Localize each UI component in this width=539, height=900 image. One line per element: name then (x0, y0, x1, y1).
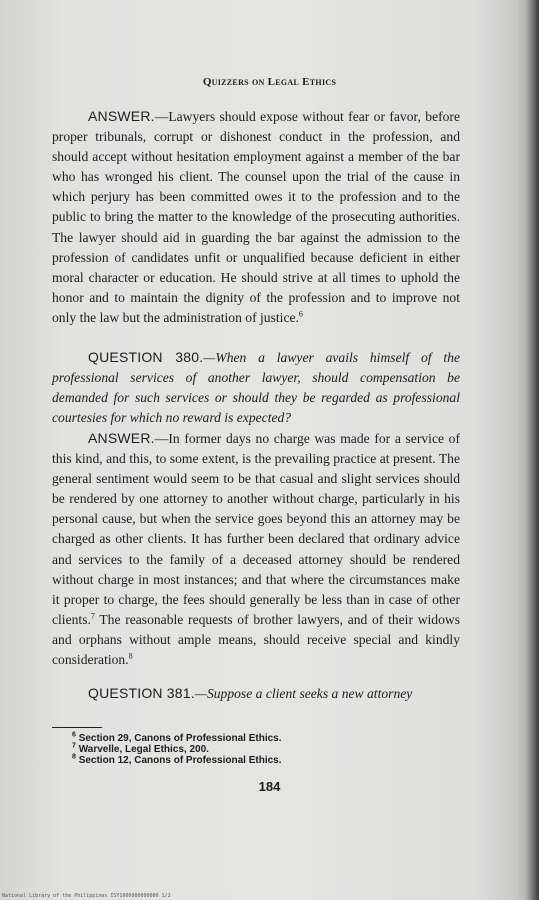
footnote-7: $^7$ Warvelle, Legal Ethics, 200. (72, 742, 209, 755)
footnote-8: $^8$ Section 12, Canons of Professional Ethics. (72, 753, 282, 766)
answer-text-a: —In former days no charge was made for a service of this kind, and this, to some extent, is the prevailing practice at present. The general sentiment would seem to be that casual and slight services should be rendered by one attorney to another without charge, particularly in his personal cause, but when the service goes beyond this an attorney may be charged as other clients. It has further been declared that ordinary advice and services to the family of a deceased attorney should be rendered without charge in most instances; and that where the circumstances make it proper to charge, the fees should generally be less than in case of other clients. (52, 431, 460, 627)
question-380-paragraph (52, 347, 460, 428)
answer-lead: ANSWER. (88, 430, 155, 446)
footnote-divider (52, 727, 102, 728)
question-text: —Suppose a client seeks a new attorney (194, 686, 413, 701)
answer-paragraph-1 (52, 106, 460, 328)
book-binding-edge (525, 0, 539, 900)
page-number: 184 (258, 779, 281, 794)
running-header: Quizzers on Legal Ethics (202, 76, 337, 88)
scan-stamp: National Library of the Philippines ISY1000000000000 1/2 (2, 893, 171, 899)
answer-text: —Lawyers should expose without fear or favor, before proper tribunals, corrupt or dishonest conduct in the profession, and should accept without hesitation employment against a member of the bar who has wronged his client. The counsel upon the trial of the cause in which perjury has been committed owes it to the profession and to the public to bring the matter to the knowledge of the prosecuting authorities. The lawyer should aid in guarding the bar against the admission to the profession of candidates unfit or unqualified because deficient in either moral character or education. He should strive at all times to uphold the honor and to maintain the dignity of the profession and to improve not only the law but the administration of justice. (52, 109, 460, 325)
question-lead: QUESTION 380. (88, 349, 204, 365)
footnote-ref-6: 6 (298, 309, 303, 319)
answer-lead: ANSWER. (88, 108, 155, 124)
footnote-ref-7: 7 (90, 611, 95, 621)
answer-paragraph-2 (52, 428, 460, 670)
answer-text-b: The reasonable requests of brother lawyers, and of their widows and orphans without ample means, should receive special and kindly consideration. (52, 611, 460, 668)
footnote-6: $^6$ Section 29, Canons of Professional Ethics. (72, 731, 282, 744)
question-381-paragraph (52, 683, 460, 704)
question-text: —When a lawyer avails himself of the professional services of another lawyer, should compensation be demanded for such services or should they be regarded as professional courtesies for which no reward is expected? (52, 350, 460, 426)
footnote-ref-8: 8 (128, 651, 133, 661)
question-lead: QUESTION 381. (88, 685, 195, 701)
